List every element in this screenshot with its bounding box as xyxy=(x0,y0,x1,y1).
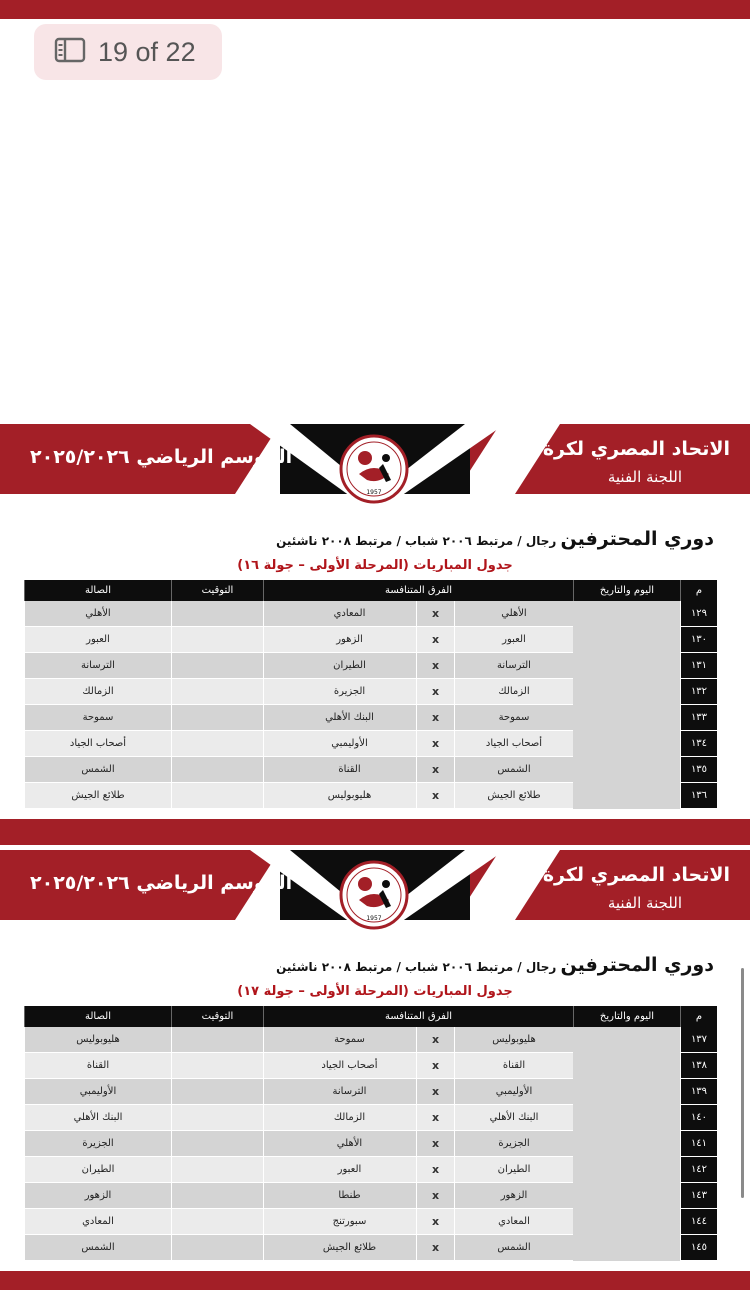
league-name: دوري المحترفين xyxy=(560,954,714,976)
home-team-cell: الجزيرة xyxy=(454,1131,573,1157)
page-footer-band xyxy=(0,1271,750,1290)
time-cell xyxy=(171,1105,263,1131)
home-team-cell: البنك الأهلي xyxy=(454,1105,573,1131)
hall-cell: المعادي xyxy=(24,1209,171,1235)
home-team-cell: الأهلي xyxy=(454,601,573,627)
vertical-scrollbar[interactable] xyxy=(741,968,744,1198)
versus-cell: x xyxy=(416,679,454,705)
schedule-title: جدول المباريات (المرحلة الأولى – جولة ١٦) xyxy=(237,558,513,573)
away-team-cell: الزهور xyxy=(263,627,435,653)
home-team-cell: هليوبوليس xyxy=(454,1027,573,1053)
time-cell xyxy=(171,1209,263,1235)
away-team-cell: القناة xyxy=(263,757,435,783)
match-number-cell: ١٢٩ xyxy=(680,601,717,627)
table-row xyxy=(24,1105,717,1131)
hall-cell: الزهور xyxy=(24,1183,171,1209)
away-team-cell: الأهلي xyxy=(263,1131,435,1157)
versus-cell: x xyxy=(416,1235,454,1261)
time-cell xyxy=(171,653,263,679)
hall-cell: هليوبوليس xyxy=(24,1027,171,1053)
match-number-cell: ١٤٣ xyxy=(680,1183,717,1209)
hall-cell: القناة xyxy=(24,1053,171,1079)
page-counter-text: 19 of 22 xyxy=(98,36,196,67)
hall-cell: سموحة xyxy=(24,705,171,731)
table-row xyxy=(24,1235,717,1261)
home-team-cell: الترسانة xyxy=(454,653,573,679)
versus-cell: x xyxy=(416,705,454,731)
versus-cell: x xyxy=(416,1079,454,1105)
header-time: التوقيت xyxy=(171,1006,263,1027)
versus-cell: x xyxy=(416,1105,454,1131)
header-teams: الفرق المتنافسة xyxy=(263,1006,573,1027)
page-thumbnails-icon[interactable] xyxy=(54,37,86,67)
time-cell xyxy=(171,1053,263,1079)
time-cell xyxy=(171,1079,263,1105)
away-team-cell: أصحاب الجياد xyxy=(263,1053,435,1079)
time-cell xyxy=(171,1157,263,1183)
versus-cell: x xyxy=(416,653,454,679)
table-header-row xyxy=(24,1006,717,1027)
page-footer-band xyxy=(0,819,750,845)
header-number: م xyxy=(680,1006,717,1027)
header-number: م xyxy=(680,580,717,601)
away-team-cell: هليوبوليس xyxy=(263,783,435,809)
federation-name: الاتحاد المصري لكرة اليد xyxy=(503,864,730,886)
versus-cell: x xyxy=(416,731,454,757)
table-row xyxy=(24,627,717,653)
match-number-cell: ١٤٥ xyxy=(680,1235,717,1261)
versus-cell: x xyxy=(416,627,454,653)
versus-cell: x xyxy=(416,783,454,809)
table-row xyxy=(24,705,717,731)
hall-cell: الجزيرة xyxy=(24,1131,171,1157)
versus-cell: x xyxy=(416,1209,454,1235)
home-team-cell: الشمس xyxy=(454,757,573,783)
home-team-cell: العبور xyxy=(454,627,573,653)
match-number-cell: ١٣٢ xyxy=(680,679,717,705)
hall-cell: الزمالك xyxy=(24,679,171,705)
header-teams: الفرق المتنافسة xyxy=(263,580,573,601)
hall-cell: الطيران xyxy=(24,1157,171,1183)
header-day-date: اليوم والتاريخ xyxy=(573,1006,680,1027)
versus-cell: x xyxy=(416,601,454,627)
match-number-cell: ١٤٤ xyxy=(680,1209,717,1235)
hall-cell: الترسانة xyxy=(24,653,171,679)
home-team-cell: الزمالك xyxy=(454,679,573,705)
home-team-cell: الأوليمبي xyxy=(454,1079,573,1105)
table-row xyxy=(24,1183,717,1209)
match-number-cell: ١٣٧ xyxy=(680,1027,717,1053)
league-title xyxy=(276,954,714,976)
time-cell xyxy=(171,705,263,731)
header-time: التوقيت xyxy=(171,580,263,601)
time-cell xyxy=(171,1131,263,1157)
schedule-title: جدول المباريات (المرحلة الأولى – جولة ١٧) xyxy=(237,984,513,999)
away-team-cell: طنطا xyxy=(263,1183,435,1209)
away-team-cell: الزمالك xyxy=(263,1105,435,1131)
match-number-cell: ١٣٠ xyxy=(680,627,717,653)
header-day-date: اليوم والتاريخ xyxy=(573,580,680,601)
league-name: دوري المحترفين xyxy=(560,528,714,550)
hall-cell: أصحاب الجياد xyxy=(24,731,171,757)
versus-cell: x xyxy=(416,1183,454,1209)
match-number-cell: ١٣٥ xyxy=(680,757,717,783)
home-team-cell: طلائع الجيش xyxy=(454,783,573,809)
time-cell xyxy=(171,757,263,783)
table-row xyxy=(24,731,717,757)
home-team-cell: المعادي xyxy=(454,1209,573,1235)
home-team-cell: الطيران xyxy=(454,1157,573,1183)
table-row xyxy=(24,1053,717,1079)
svg-text:1957: 1957 xyxy=(366,915,382,922)
table-row xyxy=(24,1209,717,1235)
versus-cell: x xyxy=(416,1157,454,1183)
table-row xyxy=(24,601,717,627)
hall-cell: الشمس xyxy=(24,1235,171,1261)
table-row xyxy=(24,653,717,679)
table-row xyxy=(24,1131,717,1157)
table-row xyxy=(24,783,717,809)
match-number-cell: ١٣٩ xyxy=(680,1079,717,1105)
home-team-cell: الشمس xyxy=(454,1235,573,1261)
away-team-cell: سموحة xyxy=(263,1027,435,1053)
versus-cell: x xyxy=(416,1131,454,1157)
match-number-cell: ١٣١ xyxy=(680,653,717,679)
versus-cell: x xyxy=(416,1027,454,1053)
federation-name: الاتحاد المصري لكرة اليد xyxy=(503,438,730,460)
svg-text:1957: 1957 xyxy=(366,489,382,496)
table-row xyxy=(24,757,717,783)
match-number-cell: ١٣٣ xyxy=(680,705,717,731)
season-label: الموسم الرياضي ٢٠٢٥/٢٠٢٦ xyxy=(30,446,293,468)
away-team-cell: طلائع الجيش xyxy=(263,1235,435,1261)
home-team-cell: أصحاب الجياد xyxy=(454,731,573,757)
away-team-cell: العبور xyxy=(263,1157,435,1183)
hall-cell: الأهلي xyxy=(24,601,171,627)
hall-cell: العبور xyxy=(24,627,171,653)
table-row xyxy=(24,1157,717,1183)
match-number-cell: ١٣٦ xyxy=(680,783,717,809)
hall-cell: البنك الأهلي xyxy=(24,1105,171,1131)
versus-cell: x xyxy=(416,1053,454,1079)
league-categories: رجال / مرتبط ٢٠٠٦ شباب / مرتبط ٢٠٠٨ ناشئين xyxy=(276,960,561,974)
header-hall: الصالة xyxy=(24,1006,171,1027)
away-team-cell: المعادي xyxy=(263,601,435,627)
home-team-cell: القناة xyxy=(454,1053,573,1079)
time-cell xyxy=(171,601,263,627)
match-number-cell: ١٣٤ xyxy=(680,731,717,757)
table-row xyxy=(24,679,717,705)
match-number-cell: ١٤٢ xyxy=(680,1157,717,1183)
away-team-cell: الأوليمبي xyxy=(263,731,435,757)
hall-cell: طلائع الجيش xyxy=(24,783,171,809)
schedule-page-3 xyxy=(0,850,750,1290)
match-number-cell: ١٤٠ xyxy=(680,1105,717,1131)
away-team-cell: البنك الأهلي xyxy=(263,705,435,731)
committee-name: اللجنة الفنية xyxy=(607,468,682,486)
hall-cell: الشمس xyxy=(24,757,171,783)
time-cell xyxy=(171,1183,263,1209)
match-number-cell: ١٣٨ xyxy=(680,1053,717,1079)
time-cell xyxy=(171,627,263,653)
time-cell xyxy=(171,731,263,757)
table-row xyxy=(24,1027,717,1053)
federation-logo-icon xyxy=(339,434,409,504)
federation-logo-icon xyxy=(339,860,409,930)
season-label: الموسم الرياضي ٢٠٢٥/٢٠٢٦ xyxy=(30,872,293,894)
home-team-cell: الزهور xyxy=(454,1183,573,1209)
committee-name: اللجنة الفنية xyxy=(607,894,682,912)
time-cell xyxy=(171,783,263,809)
away-team-cell: الجزيرة xyxy=(263,679,435,705)
header-hall: الصالة xyxy=(24,580,171,601)
home-team-cell: سموحة xyxy=(454,705,573,731)
league-title xyxy=(276,528,714,550)
match-number-cell: ١٤١ xyxy=(680,1131,717,1157)
table-row xyxy=(24,1079,717,1105)
versus-cell: x xyxy=(416,757,454,783)
schedule-page-2 xyxy=(0,424,750,864)
table-header-row xyxy=(24,580,717,601)
page-counter-badge[interactable] xyxy=(34,24,222,80)
time-cell xyxy=(171,679,263,705)
league-categories: رجال / مرتبط ٢٠٠٦ شباب / مرتبط ٢٠٠٨ ناشئين xyxy=(276,534,561,548)
away-team-cell: الترسانة xyxy=(263,1079,435,1105)
away-team-cell: سبورتنج xyxy=(263,1209,435,1235)
time-cell xyxy=(171,1027,263,1053)
away-team-cell: الطيران xyxy=(263,653,435,679)
time-cell xyxy=(171,1235,263,1261)
page-footer-band xyxy=(0,0,750,19)
hall-cell: الأوليمبي xyxy=(24,1079,171,1105)
